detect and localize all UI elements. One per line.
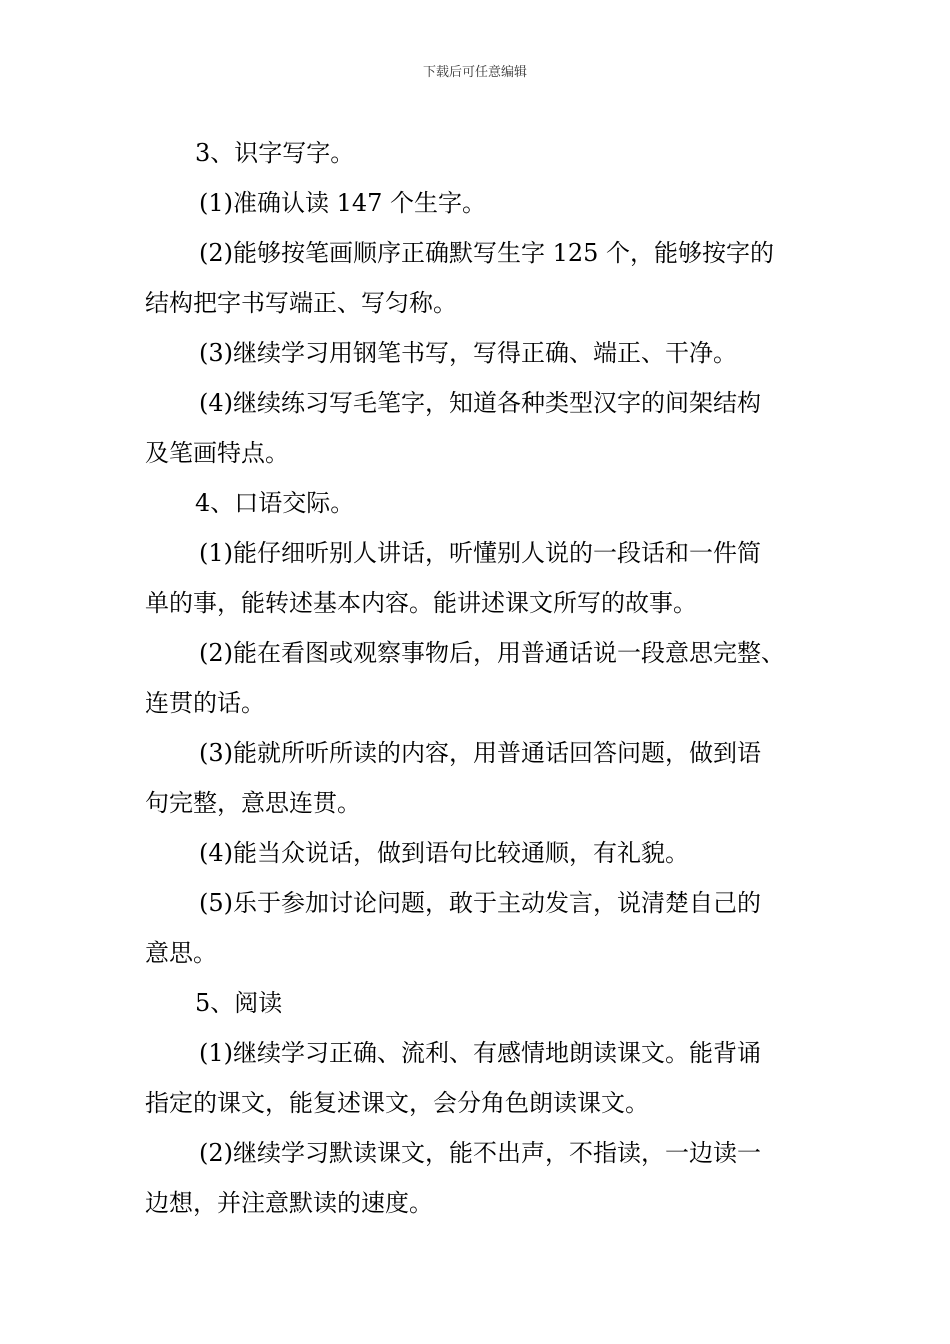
- page-header: 下载后可任意编辑: [422, 65, 527, 80]
- section-heading-reading: 5、阅读: [195, 989, 283, 1017]
- paragraph-line: (2)能够按笔画顺序正确默写生字 125 个，能够按字的: [199, 239, 775, 267]
- paragraph-line: (2)继续学习默读课文，能不出声，不指读，一边读一: [199, 1139, 761, 1167]
- section-heading-literacy: 3、识字写字。: [195, 139, 355, 167]
- paragraph-line: (2)能在看图或观察事物后，用普通话说一段意思完整、: [199, 639, 785, 667]
- paragraph-line: (4)能当众说话，做到语句比较通顺，有礼貌。: [199, 839, 689, 867]
- paragraph-line: 指定的课文，能复述课文，会分角色朗读课文。: [145, 1089, 649, 1117]
- paragraph-line: (5)乐于参加讨论问题，敢于主动发言，说清楚自己的: [199, 889, 761, 917]
- section-heading-oral: 4、口语交际。: [195, 489, 355, 517]
- paragraph-line: 句完整，意思连贯。: [145, 789, 361, 817]
- paragraph-line: (1)能仔细听别人讲话，听懂别人说的一段话和一件简: [199, 539, 761, 567]
- paragraph-line: 单的事，能转述基本内容。能讲述课文所写的故事。: [145, 589, 697, 617]
- paragraph-line: (3)继续学习用钢笔书写，写得正确、端正、干净。: [199, 339, 737, 367]
- paragraph-line: (1)准确认读 147 个生字。: [199, 189, 487, 217]
- paragraph-line: 及笔画特点。: [145, 439, 289, 467]
- paragraph-line: 意思。: [145, 939, 217, 967]
- paragraph-line: 连贯的话。: [145, 689, 265, 717]
- paragraph-line: (4)继续练习写毛笔字，知道各种类型汉字的间架结构: [199, 389, 761, 417]
- paragraph-line: (1)继续学习正确、流利、有感情地朗读课文。能背诵: [199, 1039, 761, 1067]
- document-body: [145, 128, 815, 1228]
- paragraph-line: 边想，并注意默读的速度。: [145, 1189, 433, 1217]
- paragraph-line: 结构把字书写端正、写匀称。: [145, 289, 457, 317]
- paragraph-line: (3)能就所听所读的内容，用普通话回答问题，做到语: [199, 739, 761, 767]
